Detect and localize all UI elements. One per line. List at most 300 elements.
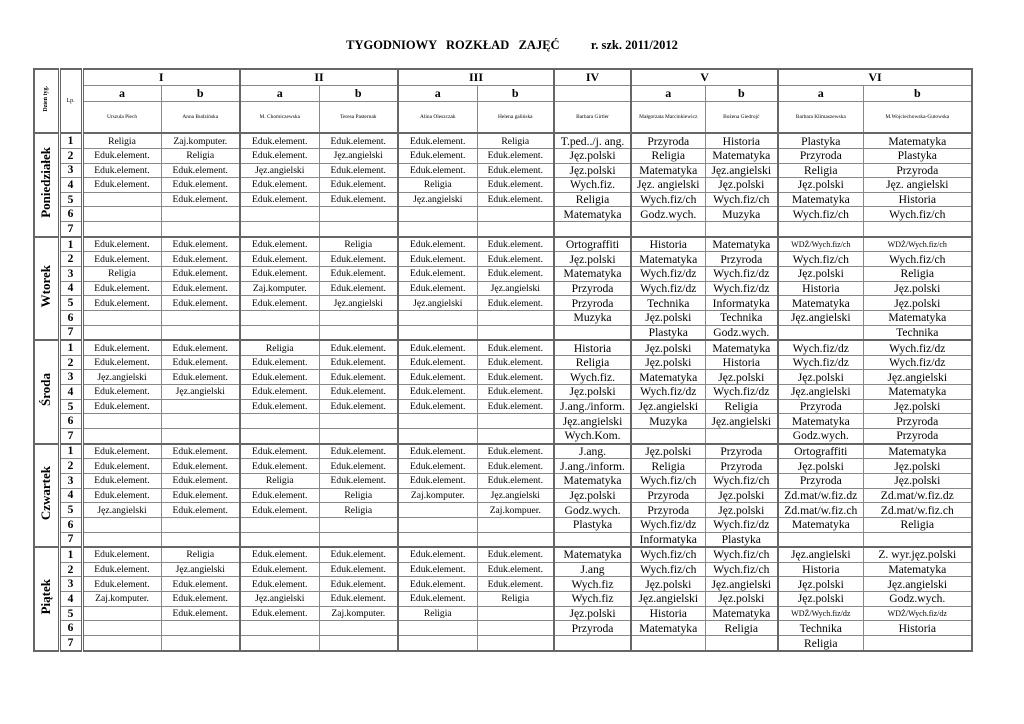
table-row: [34, 192, 972, 207]
lesson-cell: Wych.fiz/ch: [705, 473, 778, 488]
lesson-cell: Eduk.element.: [240, 488, 319, 503]
table-row: [34, 414, 972, 429]
lesson-cell: Przyroda: [631, 503, 705, 518]
lesson-cell: Wych.fiz/ch: [631, 192, 705, 207]
lesson-cell: Eduk.element.: [161, 252, 240, 267]
lesson-cell: Jęz.angielski: [778, 385, 863, 400]
lesson-cell: Jęz.angielski: [705, 577, 778, 592]
lesson-cell: Eduk.element.: [477, 459, 554, 474]
lesson-number: 6: [59, 310, 82, 325]
lesson-cell: Zaj.komputer.: [240, 281, 319, 296]
lesson-cell: Eduk.element.: [82, 399, 161, 414]
lesson-cell: Jęz.polski: [631, 577, 705, 592]
lesson-cell: [82, 222, 161, 237]
lesson-cell: [398, 325, 477, 340]
day-cell: [34, 237, 59, 340]
lesson-cell: Eduk.element.: [161, 237, 240, 252]
day-cell: [34, 340, 59, 443]
lesson-cell: Wych.fiz/dz: [631, 517, 705, 532]
teacher-name: Urszula Piech: [82, 102, 161, 134]
table-row: [34, 207, 972, 222]
lesson-number: 2: [59, 355, 82, 370]
subclass-header: b: [477, 86, 554, 102]
lesson-cell: Godz.wych.: [778, 429, 863, 444]
subclass-header: a: [631, 86, 705, 102]
lesson-cell: Jęz. angielski: [631, 178, 705, 193]
lesson-cell: J.ang: [554, 562, 631, 577]
lesson-cell: Jęz.polski: [705, 370, 778, 385]
lesson-cell: J.ang./inform.: [554, 459, 631, 474]
lesson-cell: Jęz.polski: [705, 503, 778, 518]
lesson-cell: [240, 429, 319, 444]
subclass-header: b: [705, 86, 778, 102]
lesson-cell: Plastyka: [778, 133, 863, 148]
lesson-cell: Muzyka: [705, 207, 778, 222]
lesson-cell: Plastyka: [554, 517, 631, 532]
lesson-cell: Jęz.polski: [554, 163, 631, 178]
lesson-cell: Eduk.element.: [82, 355, 161, 370]
subclass-header: a: [240, 86, 319, 102]
lesson-cell: Wych.fiz/ch: [631, 562, 705, 577]
lesson-cell: Jęz.polski: [631, 310, 705, 325]
lesson-cell: Informatyka: [705, 296, 778, 311]
lesson-cell: Ortograffiti: [778, 444, 863, 459]
lesson-cell: Eduk.element.: [161, 473, 240, 488]
lesson-cell: [82, 192, 161, 207]
lesson-cell: Jęz.polski: [631, 355, 705, 370]
lesson-cell: Historia: [554, 340, 631, 355]
lesson-cell: Eduk.element.: [398, 577, 477, 592]
lesson-cell: Eduk.element.: [319, 252, 398, 267]
lesson-cell: [477, 207, 554, 222]
lesson-cell: Religia: [631, 148, 705, 163]
lesson-cell: [161, 532, 240, 547]
lesson-cell: Eduk.element.: [82, 473, 161, 488]
lesson-cell: [240, 636, 319, 652]
lesson-cell: Jęz.polski: [705, 592, 778, 607]
lesson-number: 1: [59, 547, 82, 562]
table-row: [34, 325, 972, 340]
lesson-number: 3: [59, 577, 82, 592]
lesson-cell: Eduk.element.: [477, 399, 554, 414]
lesson-cell: [477, 532, 554, 547]
lesson-cell: Jęz. angielski: [863, 178, 972, 193]
lesson-number: 6: [59, 207, 82, 222]
lesson-cell: Eduk.element.: [240, 547, 319, 562]
lesson-cell: Wych.fiz/dz: [631, 385, 705, 400]
lesson-cell: [240, 621, 319, 636]
lesson-cell: Jęz.angielski: [398, 192, 477, 207]
lesson-cell: Eduk.element.: [161, 606, 240, 621]
teacher-name: Barbara Girtler: [554, 102, 631, 134]
lesson-cell: Przyroda: [863, 414, 972, 429]
lesson-cell: [863, 222, 972, 237]
lesson-cell: Eduk.element.: [319, 281, 398, 296]
lesson-cell: Eduk.element.: [319, 399, 398, 414]
lesson-cell: [319, 222, 398, 237]
lesson-cell: Jęz.angielski: [631, 592, 705, 607]
lesson-cell: [477, 517, 554, 532]
lesson-cell: Religia: [319, 237, 398, 252]
lesson-cell: Eduk.element.: [240, 370, 319, 385]
lesson-cell: WDŻ/Wych.fiz/dz: [863, 606, 972, 621]
timetable: [33, 68, 973, 652]
lesson-cell: [161, 517, 240, 532]
lesson-cell: Eduk.element.: [161, 592, 240, 607]
day-name: Środa: [38, 372, 54, 406]
table-row: [34, 473, 972, 488]
lesson-cell: Eduk.element.: [477, 237, 554, 252]
lesson-cell: Eduk.element.: [398, 385, 477, 400]
lesson-cell: Eduk.element.: [477, 562, 554, 577]
lesson-cell: Przyroda: [631, 488, 705, 503]
lesson-cell: WDŻ/Wych.fiz/ch: [863, 237, 972, 252]
lesson-cell: Religia: [319, 488, 398, 503]
lesson-cell: [554, 325, 631, 340]
lesson-cell: J.ang./inform.: [554, 399, 631, 414]
lesson-number: 2: [59, 148, 82, 163]
lesson-cell: Eduk.element.: [82, 488, 161, 503]
lesson-cell: Matematyka: [863, 385, 972, 400]
lesson-cell: Jęz.polski: [554, 148, 631, 163]
lesson-cell: [477, 621, 554, 636]
lesson-number: 6: [59, 621, 82, 636]
lesson-cell: Wych.fiz/dz: [705, 517, 778, 532]
table-row: [34, 459, 972, 474]
lesson-number: 3: [59, 473, 82, 488]
lesson-cell: Wych.fiz.: [554, 370, 631, 385]
lesson-number: 3: [59, 266, 82, 281]
lesson-number: 5: [59, 503, 82, 518]
lesson-number: 2: [59, 252, 82, 267]
lesson-cell: Eduk.element.: [240, 606, 319, 621]
lesson-cell: Eduk.element.: [240, 459, 319, 474]
table-row: [34, 577, 972, 592]
lesson-cell: Jęz.polski: [863, 281, 972, 296]
lesson-cell: Religia: [705, 621, 778, 636]
lesson-cell: Przyroda: [554, 621, 631, 636]
lesson-cell: [631, 636, 705, 652]
teacher-name: Bożena Giedrojć: [705, 102, 778, 134]
teacher-name: Anna Budzińska: [161, 102, 240, 134]
lesson-cell: Eduk.element.: [161, 459, 240, 474]
lesson-cell: Jęz.polski: [863, 296, 972, 311]
lesson-cell: [863, 532, 972, 547]
lesson-cell: Eduk.element.: [82, 459, 161, 474]
lesson-cell: Zd.mat/w.fiz.ch: [863, 503, 972, 518]
lesson-cell: Eduk.element.: [161, 488, 240, 503]
lesson-cell: Jęz.angielski: [240, 163, 319, 178]
day-name: Poniedziałek: [38, 147, 54, 218]
lesson-number: 4: [59, 592, 82, 607]
lesson-cell: [477, 222, 554, 237]
lesson-cell: Jęz.polski: [554, 606, 631, 621]
lesson-cell: Matematyka: [863, 310, 972, 325]
lesson-cell: Religia: [863, 266, 972, 281]
lesson-cell: Jęz.polski: [863, 459, 972, 474]
lesson-cell: [477, 310, 554, 325]
table-row: [34, 636, 972, 652]
subclass-header: a: [398, 86, 477, 102]
lesson-cell: Wych.Kom.: [554, 429, 631, 444]
lesson-cell: Eduk.element.: [319, 592, 398, 607]
lesson-number: 1: [59, 133, 82, 148]
lesson-cell: Wych.fiz/dz: [863, 340, 972, 355]
subclass-header: a: [82, 86, 161, 102]
lesson-cell: Eduk.element.: [477, 473, 554, 488]
lesson-cell: Wych.fiz: [554, 577, 631, 592]
lesson-cell: [554, 532, 631, 547]
lesson-cell: Przyroda: [778, 473, 863, 488]
lesson-cell: Jęz.angielski: [161, 562, 240, 577]
lesson-cell: Religia: [477, 133, 554, 148]
lesson-cell: Jęz.angielski: [161, 385, 240, 400]
lesson-cell: Eduk.element.: [477, 370, 554, 385]
lesson-cell: [778, 532, 863, 547]
lesson-number: 2: [59, 459, 82, 474]
lesson-cell: [319, 310, 398, 325]
lesson-cell: Eduk.element.: [240, 178, 319, 193]
lesson-cell: Jęz.angielski: [631, 399, 705, 414]
lesson-number: 7: [59, 636, 82, 652]
lesson-cell: Jęz.polski: [778, 577, 863, 592]
day-cell: [34, 133, 59, 236]
lesson-cell: Eduk.element.: [398, 444, 477, 459]
lesson-cell: Matematyka: [631, 163, 705, 178]
table-row: [34, 606, 972, 621]
lesson-cell: [82, 325, 161, 340]
day-cell: [34, 547, 59, 651]
lesson-cell: Eduk.element.: [240, 237, 319, 252]
lesson-cell: Eduk.element.: [319, 577, 398, 592]
table-row: [34, 370, 972, 385]
lesson-cell: Jęz.polski: [778, 459, 863, 474]
lesson-cell: Religia: [778, 163, 863, 178]
subclass-header: b: [161, 86, 240, 102]
lesson-cell: Jęz.angielski: [319, 148, 398, 163]
lesson-cell: Eduk.element.: [398, 473, 477, 488]
lesson-cell: [705, 429, 778, 444]
lesson-cell: [161, 325, 240, 340]
lesson-cell: Przyroda: [554, 281, 631, 296]
lesson-cell: Jęz.angielski: [82, 503, 161, 518]
lesson-cell: Godz.wych.: [554, 503, 631, 518]
table-row: [34, 252, 972, 267]
lesson-cell: [240, 414, 319, 429]
lesson-cell: [319, 429, 398, 444]
lesson-cell: Wych.fiz.: [554, 178, 631, 193]
lesson-cell: Jęz.polski: [554, 385, 631, 400]
lesson-cell: Jęz.angielski: [319, 296, 398, 311]
day-cell: [34, 444, 59, 547]
lesson-cell: Religia: [778, 636, 863, 652]
lesson-cell: Eduk.element.: [161, 296, 240, 311]
lesson-cell: [240, 517, 319, 532]
lesson-cell: [161, 636, 240, 652]
table-row: [34, 237, 972, 252]
lesson-cell: Jęz.angielski: [705, 163, 778, 178]
lesson-number: 5: [59, 192, 82, 207]
lesson-cell: Religia: [398, 178, 477, 193]
lesson-cell: Zaj.komputer.: [319, 606, 398, 621]
table-row: [34, 621, 972, 636]
lesson-cell: Jęz.angielski: [778, 310, 863, 325]
lesson-cell: [240, 207, 319, 222]
teacher-name: M. Chomiczewska: [240, 102, 319, 134]
lesson-cell: [863, 636, 972, 652]
lesson-cell: Eduk.element.: [240, 399, 319, 414]
table-row: [34, 488, 972, 503]
lesson-cell: Jęz.polski: [554, 488, 631, 503]
lesson-number: 7: [59, 429, 82, 444]
lesson-cell: Eduk.element.: [319, 473, 398, 488]
lesson-cell: Eduk.element.: [477, 252, 554, 267]
table-row: [34, 444, 972, 459]
lesson-cell: Historia: [705, 133, 778, 148]
lesson-cell: Eduk.element.: [477, 148, 554, 163]
lesson-number: 5: [59, 606, 82, 621]
lesson-cell: WDŻ/Wych.fiz/dz: [778, 606, 863, 621]
lesson-cell: Eduk.element.: [319, 444, 398, 459]
lesson-cell: Eduk.element.: [319, 547, 398, 562]
lesson-cell: Jęz.angielski: [240, 592, 319, 607]
lesson-cell: [240, 325, 319, 340]
lesson-cell: Eduk.element.: [319, 385, 398, 400]
lesson-cell: Informatyka: [631, 532, 705, 547]
lesson-cell: Eduk.element.: [477, 355, 554, 370]
lesson-cell: Eduk.element.: [240, 577, 319, 592]
table-row: [34, 399, 972, 414]
teacher-name: Teresa Pasternak: [319, 102, 398, 134]
table-row: [34, 133, 972, 148]
lesson-cell: Zd.mat/w.fiz.dz: [863, 488, 972, 503]
lesson-cell: [398, 621, 477, 636]
lesson-number: 4: [59, 385, 82, 400]
lesson-cell: Eduk.element.: [82, 237, 161, 252]
lesson-cell: [240, 532, 319, 547]
table-row: [34, 281, 972, 296]
class-header: I: [82, 69, 240, 86]
lesson-cell: Eduk.element.: [82, 562, 161, 577]
lesson-cell: Eduk.element.: [319, 133, 398, 148]
lesson-cell: Przyroda: [705, 459, 778, 474]
lesson-number: 7: [59, 532, 82, 547]
lesson-cell: Matematyka: [631, 252, 705, 267]
lesson-cell: [554, 222, 631, 237]
lesson-cell: Eduk.element.: [82, 296, 161, 311]
lesson-cell: [631, 222, 705, 237]
lesson-cell: Eduk.element.: [240, 503, 319, 518]
lesson-cell: Muzyka: [554, 310, 631, 325]
lesson-cell: Wych.fiz/ch: [631, 547, 705, 562]
lesson-cell: Zaj.komputer.: [82, 592, 161, 607]
lesson-cell: Eduk.element.: [161, 503, 240, 518]
lesson-cell: Eduk.element.: [240, 133, 319, 148]
lesson-number: 1: [59, 340, 82, 355]
lesson-cell: Plastyka: [705, 532, 778, 547]
lesson-cell: Eduk.element.: [477, 163, 554, 178]
day-name: Wtorek: [38, 264, 54, 308]
lesson-cell: Eduk.element.: [82, 577, 161, 592]
lesson-cell: Matematyka: [863, 562, 972, 577]
lesson-cell: Eduk.element.: [161, 178, 240, 193]
lesson-cell: [161, 310, 240, 325]
day-name: Czwartek: [38, 465, 54, 520]
lesson-cell: [82, 207, 161, 222]
lesson-cell: Religia: [240, 340, 319, 355]
lesson-number: 4: [59, 178, 82, 193]
lesson-cell: Godz.wych.: [863, 592, 972, 607]
lesson-number: 6: [59, 517, 82, 532]
lesson-cell: [161, 222, 240, 237]
lesson-cell: Religia: [319, 503, 398, 518]
lesson-cell: Jęz.polski: [863, 399, 972, 414]
page-title: TYGODNIOWY ROZKŁAD ZAJĘĆ r. szk. 2011/2012: [346, 38, 678, 52]
lp-label: Lp.: [66, 98, 75, 105]
lesson-cell: Zd.mat/w.fiz.dz: [778, 488, 863, 503]
lesson-cell: Eduk.element.: [82, 252, 161, 267]
lesson-cell: [477, 414, 554, 429]
lesson-cell: Matematyka: [554, 207, 631, 222]
lesson-cell: Religia: [554, 192, 631, 207]
lesson-cell: Jęz.polski: [778, 178, 863, 193]
table-row: [34, 178, 972, 193]
lesson-cell: Eduk.element.: [161, 340, 240, 355]
lesson-cell: Jęz.angielski: [398, 296, 477, 311]
lesson-cell: [778, 222, 863, 237]
lesson-cell: Jęz.angielski: [863, 370, 972, 385]
lesson-cell: [319, 207, 398, 222]
lesson-cell: Religia: [863, 517, 972, 532]
lesson-cell: Eduk.element.: [161, 163, 240, 178]
lesson-cell: Eduk.element.: [161, 577, 240, 592]
lesson-cell: [161, 429, 240, 444]
table-row: [34, 547, 972, 562]
table-row: [34, 385, 972, 400]
table-row: [34, 517, 972, 532]
lesson-cell: Eduk.element.: [398, 459, 477, 474]
lesson-cell: WDŻ/Wych.fiz/ch: [778, 237, 863, 252]
lesson-cell: Matematyka: [705, 237, 778, 252]
lesson-cell: [477, 325, 554, 340]
lesson-cell: [477, 429, 554, 444]
lesson-cell: Wych.fiz/dz: [778, 355, 863, 370]
lesson-cell: T.ped../j. ang.: [554, 133, 631, 148]
lesson-cell: Wych.fiz/ch: [778, 207, 863, 222]
lesson-cell: Eduk.element.: [161, 281, 240, 296]
lesson-cell: Historia: [778, 562, 863, 577]
lesson-cell: Wych.fiz/ch: [705, 562, 778, 577]
lesson-cell: Eduk.element.: [477, 444, 554, 459]
lesson-number: 2: [59, 562, 82, 577]
lesson-cell: Jęz.polski: [778, 266, 863, 281]
lesson-cell: Przyroda: [778, 399, 863, 414]
lesson-cell: Zaj.komputer.: [398, 488, 477, 503]
class-header: IV: [554, 69, 631, 86]
lesson-cell: Eduk.element.: [161, 370, 240, 385]
lesson-cell: Matematyka: [778, 192, 863, 207]
lesson-cell: Wych.fiz: [554, 592, 631, 607]
lesson-cell: Historia: [863, 192, 972, 207]
lesson-cell: [477, 636, 554, 652]
table-row: [34, 266, 972, 281]
teacher-name: M.Wojciechowska-Gutowska: [863, 102, 972, 134]
lesson-cell: Religia: [240, 473, 319, 488]
lesson-cell: Technika: [705, 310, 778, 325]
lesson-cell: Eduk.element.: [82, 281, 161, 296]
lesson-cell: Eduk.element.: [398, 355, 477, 370]
lesson-cell: Religia: [631, 459, 705, 474]
